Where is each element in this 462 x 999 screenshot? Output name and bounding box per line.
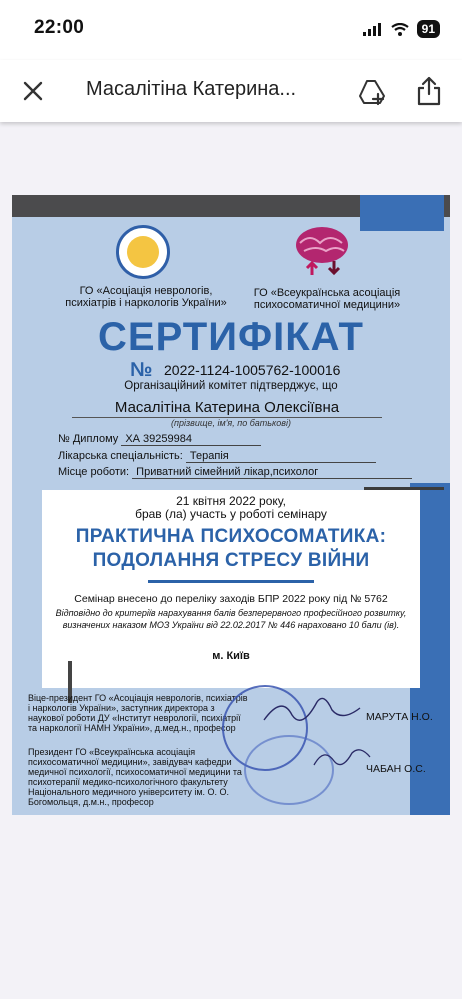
document-title: Масалітіна Катерина... [86, 78, 297, 100]
org2-name: ГО «Всеукраїнська асоціація психосоматичної медицини» [253, 287, 401, 311]
certificate-number: 2022-1124-1005762-100016 [164, 362, 341, 378]
add-to-drive-icon[interactable] [357, 77, 387, 107]
date-line: 21 квітня 2022 року, [176, 494, 286, 508]
wifi-icon [391, 23, 409, 36]
battery-icon: 91 [417, 20, 440, 38]
certificate-image [12, 195, 450, 815]
credits-note: Відповідно до критеріїв нарахування балів безперервного професійного розвитку, визначених наказом МОЗ України від 22.02.2017 № 446 нараховано 10 бали (ів). [55, 608, 407, 630]
diploma-label: № Диплому [58, 433, 119, 445]
diploma-field [58, 433, 261, 446]
title-underline [148, 580, 314, 583]
signature [312, 743, 372, 773]
specialty-field [58, 450, 376, 463]
signatory2-title: Президент ГО «Всеукраїнська асоціація психосоматичної медицини», завідувач кафедри медичної психології, психосоматичної медицини та психотерапії медико-психологічного факультету Національного медичного університету ім. О. О. Богомольця, д.м.н., професор [28, 747, 242, 807]
signatory2-name: ЧАБАН О.С. [366, 763, 426, 775]
clock: 22:00 [34, 17, 85, 38]
participation-line: брав (ла) участь у роботі семінару [135, 507, 327, 521]
confirm-text: Організаційний комітет підтверджує, що [124, 380, 338, 392]
signal-icon [363, 23, 383, 36]
name-hint: (прізвище, ім'я, по батькові) [171, 418, 291, 428]
status-icons [363, 20, 440, 38]
seminar-title-line2: ПОДОЛАННЯ СТРЕСУ ВІЙНИ [92, 550, 370, 571]
work-value: Приватний сімейний лікар,психолог [132, 466, 412, 479]
viewer-toolbar [0, 60, 462, 122]
close-icon[interactable] [20, 78, 46, 104]
signatory1-title: Віце-президент ГО «Асоціація неврологів, психіатрів і наркологів України», заступник директора з наукової роботи ДУ «Інститут неврології, психіатрії та наркології НАМН України», д.мед.н., професор [28, 693, 248, 733]
specialty-label: Лікарська спеціальність: [58, 450, 183, 462]
seminar-registry-line: Семінар внесено до переліку заходів БПР 2022 року під № 5762 [74, 593, 388, 605]
association-logo [116, 225, 170, 279]
brain-logo [290, 223, 354, 283]
org1-name: ГО «Асоціація неврологів, психіатрів і наркологів України» [65, 285, 227, 309]
work-field [58, 466, 412, 479]
seminar-title-line1: ПРАКТИЧНА ПСИХОСОМАТИКА: [75, 526, 387, 547]
seminar-panel [42, 490, 420, 688]
specialty-value: Терапія [186, 450, 376, 463]
certificate-title: СЕРТИФІКАТ [98, 315, 364, 359]
number-sign: № [130, 359, 153, 381]
share-icon[interactable] [415, 75, 443, 107]
city: м. Київ [212, 650, 250, 662]
diploma-value: ХА 39259984 [121, 433, 261, 446]
decor-block [360, 195, 444, 231]
recipient-name: Масалітіна Катерина Олексіївна [72, 399, 382, 418]
signatory1-name: МАРУТА Н.О. [366, 711, 433, 723]
work-label: Місце роботи: [58, 466, 130, 478]
status-bar [0, 0, 462, 60]
signature [262, 690, 362, 730]
